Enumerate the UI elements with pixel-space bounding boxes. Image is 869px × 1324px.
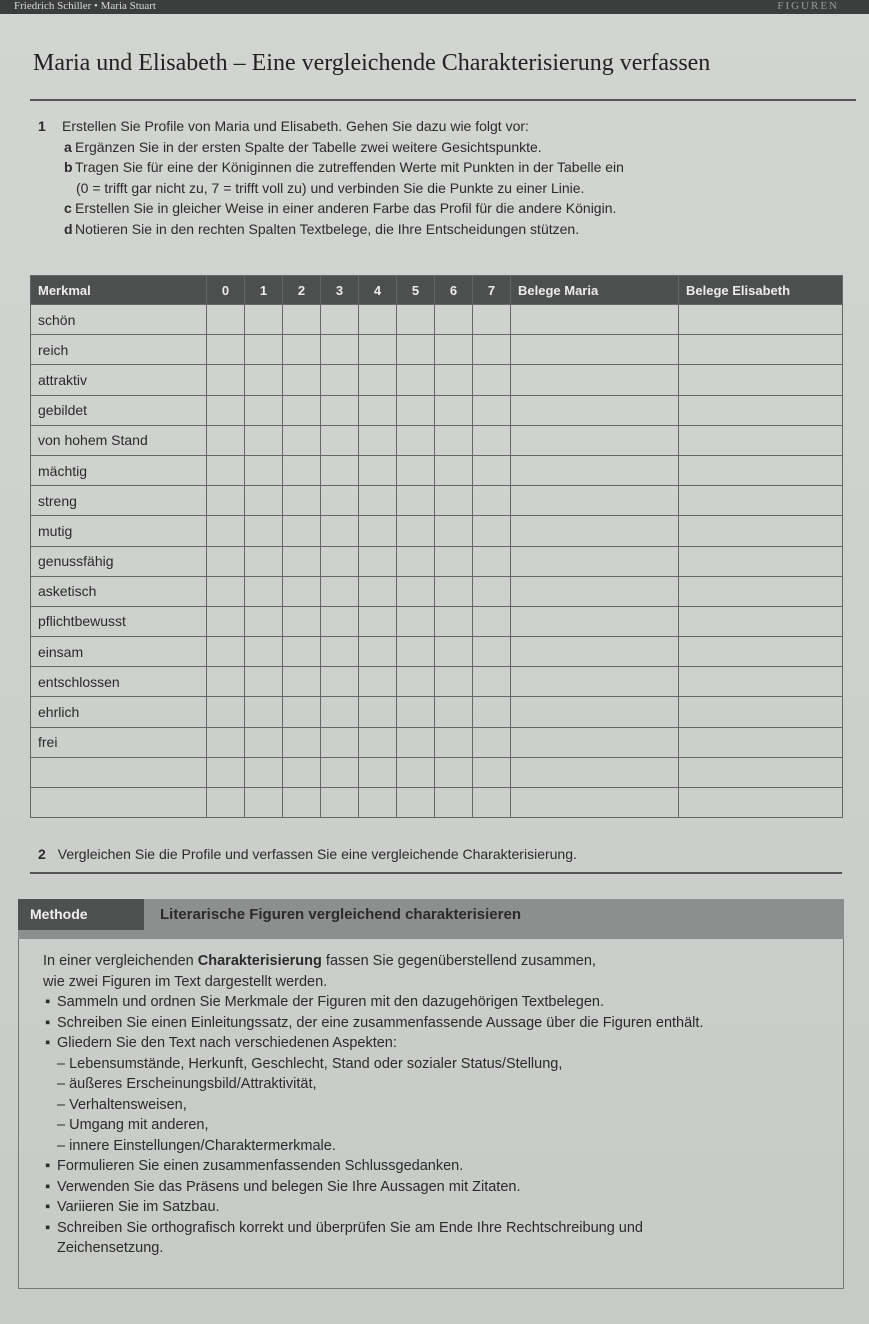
task-number: 1 [38, 118, 46, 134]
method-body [18, 939, 844, 1289]
scale-cell-6[interactable] [435, 757, 473, 787]
scale-cell-2[interactable] [283, 455, 321, 485]
scale-cell-1[interactable] [245, 576, 283, 606]
merkmal-cell [31, 788, 207, 818]
scale-cell-4[interactable] [359, 425, 397, 455]
scale-cell-7[interactable] [473, 637, 511, 667]
belege-maria-cell[interactable] [511, 395, 679, 425]
belege-elisabeth-cell[interactable] [679, 516, 843, 546]
scale-cell-3[interactable] [321, 757, 359, 787]
scale-cell-3[interactable] [321, 395, 359, 425]
scale-cell-7[interactable] [473, 606, 511, 636]
scale-cell-4[interactable] [359, 757, 397, 787]
scale-cell-0[interactable] [207, 455, 245, 485]
scale-cell-5[interactable] [397, 455, 435, 485]
scale-cell-0[interactable] [207, 727, 245, 757]
scale-cell-0[interactable] [207, 335, 245, 365]
profile-table-wrapper [30, 275, 842, 818]
scale-cell-7[interactable] [473, 455, 511, 485]
intro-bold: Charakterisierung [197, 953, 322, 969]
header-scale-7: 7 [473, 276, 511, 305]
scale-cell-2[interactable] [283, 546, 321, 576]
belege-maria-cell[interactable] [511, 576, 679, 606]
item-text: Ergänzen Sie in der ersten Spalte der Tabelle zwei weitere Gesichtspunkte. [75, 138, 542, 155]
belege-maria-cell[interactable] [511, 546, 679, 576]
task-number: 2 [38, 846, 46, 862]
list-item-text: Gliedern Sie den Text nach verschiedenen Aspekten: [57, 1035, 397, 1051]
scale-cell-3[interactable] [321, 335, 359, 365]
header-scale-2: 2 [283, 276, 321, 305]
list-item-text: Variieren Sie im Satzbau. [57, 1199, 220, 1215]
scale-cell-5[interactable] [397, 697, 435, 727]
table-row [31, 455, 843, 485]
scale-cell-4[interactable] [359, 576, 397, 606]
belege-maria-cell[interactable] [511, 788, 679, 818]
scale-cell-6[interactable] [435, 305, 473, 335]
header-scale-0: 0 [207, 276, 245, 305]
scale-cell-0[interactable] [207, 697, 245, 727]
table-row [31, 576, 843, 606]
scale-cell-6[interactable] [435, 637, 473, 667]
scale-cell-5[interactable] [397, 365, 435, 395]
scale-cell-4[interactable] [359, 486, 397, 516]
list-item [43, 1033, 843, 1054]
scale-cell-5[interactable] [397, 486, 435, 516]
scale-cell-6[interactable] [435, 365, 473, 395]
scale-cell-2[interactable] [283, 757, 321, 787]
table-row [31, 727, 843, 757]
scale-cell-4[interactable] [359, 697, 397, 727]
belege-maria-cell[interactable] [511, 455, 679, 485]
table-row [31, 697, 843, 727]
bullet-icon: ▪ [45, 1199, 51, 1215]
scale-cell-2[interactable] [283, 667, 321, 697]
belege-elisabeth-cell[interactable] [679, 546, 843, 576]
table-row [31, 637, 843, 667]
scale-cell-3[interactable] [321, 425, 359, 455]
scale-cell-6[interactable] [435, 455, 473, 485]
belege-maria-cell[interactable] [511, 606, 679, 636]
scale-cell-2[interactable] [283, 697, 321, 727]
task-2-divider [30, 872, 842, 874]
scale-cell-4[interactable] [359, 395, 397, 425]
belege-elisabeth-cell[interactable] [679, 425, 843, 455]
task-1-intro [38, 116, 848, 137]
method-intro-line2: wie zwei Figuren im Text dargestellt werden. [43, 973, 328, 990]
belege-maria-cell[interactable] [511, 667, 679, 697]
method-box [18, 899, 844, 1289]
scale-cell-3[interactable] [321, 788, 359, 818]
list-item [43, 1156, 843, 1177]
table-row [31, 757, 843, 787]
merkmal-cell: ehrlich [31, 697, 207, 727]
header-belege-elisabeth: Belege Elisabeth [679, 276, 843, 305]
scale-cell-1[interactable] [245, 455, 283, 485]
scale-cell-5[interactable] [397, 727, 435, 757]
header-scale-5: 5 [397, 276, 435, 305]
scale-cell-7[interactable] [473, 727, 511, 757]
belege-elisabeth-cell[interactable] [679, 757, 843, 787]
merkmal-cell: einsam [31, 637, 207, 667]
scale-cell-0[interactable] [207, 757, 245, 787]
header-scale-3: 3 [321, 276, 359, 305]
belege-elisabeth-cell[interactable] [679, 395, 843, 425]
scale-cell-1[interactable] [245, 697, 283, 727]
bullet-icon: ▪ [45, 1035, 51, 1051]
task-1-item-c [38, 198, 848, 219]
scale-cell-5[interactable] [397, 305, 435, 335]
table-header-row [31, 276, 843, 305]
list-item [43, 992, 843, 1013]
belege-elisabeth-cell[interactable] [679, 606, 843, 636]
scale-cell-1[interactable] [245, 606, 283, 636]
scale-cell-3[interactable] [321, 365, 359, 395]
scale-cell-7[interactable] [473, 335, 511, 365]
scale-cell-4[interactable] [359, 606, 397, 636]
scale-cell-3[interactable] [321, 576, 359, 606]
scale-cell-2[interactable] [283, 305, 321, 335]
scale-cell-0[interactable] [207, 606, 245, 636]
item-letter: c [64, 200, 72, 216]
task-1 [38, 116, 848, 239]
table-row [31, 667, 843, 697]
header-belege-maria: Belege Maria [511, 276, 679, 305]
belege-maria-cell[interactable] [511, 637, 679, 667]
belege-maria-cell[interactable] [511, 305, 679, 335]
scale-cell-4[interactable] [359, 305, 397, 335]
list-item-text: Verwenden Sie das Präsens und belegen Sie Ihre Aussagen mit Zitaten. [57, 1178, 521, 1195]
merkmal-cell: pflichtbewusst [31, 606, 207, 636]
belege-maria-cell[interactable] [511, 727, 679, 757]
scale-cell-2[interactable] [283, 637, 321, 667]
scale-cell-0[interactable] [207, 788, 245, 818]
scale-cell-5[interactable] [397, 576, 435, 606]
list-item [43, 1013, 843, 1034]
scale-cell-2[interactable] [283, 576, 321, 606]
merkmal-cell: frei [31, 727, 207, 757]
merkmal-cell: asketisch [31, 576, 207, 606]
list-item-text: Schreiben Sie orthografisch korrekt und überprüfen Sie am Ende Ihre Rechtschreibung und [57, 1219, 643, 1236]
scale-cell-6[interactable] [435, 395, 473, 425]
belege-elisabeth-cell[interactable] [679, 455, 843, 485]
scale-cell-7[interactable] [473, 546, 511, 576]
table-body [31, 305, 843, 818]
scale-cell-6[interactable] [435, 727, 473, 757]
profile-table [30, 275, 843, 818]
scale-cell-2[interactable] [283, 425, 321, 455]
running-head-right: FIGUREN [777, 0, 839, 12]
method-intro [43, 951, 843, 972]
table-row [31, 365, 843, 395]
scale-cell-7[interactable] [473, 365, 511, 395]
aspect-item: – Verhaltensweisen, [57, 1096, 187, 1113]
intro-text: In einer vergleichenden [43, 953, 194, 969]
table-row [31, 335, 843, 365]
scale-cell-7[interactable] [473, 576, 511, 606]
scale-cell-1[interactable] [245, 335, 283, 365]
scale-cell-1[interactable] [245, 667, 283, 697]
scale-cell-3[interactable] [321, 727, 359, 757]
scale-cell-4[interactable] [359, 516, 397, 546]
scale-cell-2[interactable] [283, 365, 321, 395]
bullet-icon: ▪ [45, 1178, 51, 1195]
scale-cell-3[interactable] [321, 637, 359, 667]
scale-cell-0[interactable] [207, 576, 245, 606]
scale-cell-7[interactable] [473, 757, 511, 787]
scale-cell-0[interactable] [207, 546, 245, 576]
scale-cell-3[interactable] [321, 486, 359, 516]
belege-elisabeth-cell[interactable] [679, 667, 843, 697]
merkmal-cell: schön [31, 305, 207, 335]
scale-cell-7[interactable] [473, 697, 511, 727]
list-item [43, 1177, 843, 1198]
aspect-item: – Lebensumstände, Herkunft, Geschlecht, Stand oder sozialer Status/Stellung, [57, 1055, 563, 1072]
task-1-item-a [38, 137, 848, 158]
belege-elisabeth-cell[interactable] [679, 365, 843, 395]
table-row [31, 546, 843, 576]
item-letter: b [64, 159, 73, 175]
scale-cell-7[interactable] [473, 305, 511, 335]
scale-cell-5[interactable] [397, 395, 435, 425]
scale-cell-2[interactable] [283, 395, 321, 425]
scale-cell-7[interactable] [473, 788, 511, 818]
scale-cell-0[interactable] [207, 667, 245, 697]
table-row [31, 305, 843, 335]
scale-cell-3[interactable] [321, 546, 359, 576]
scale-cell-6[interactable] [435, 788, 473, 818]
scale-cell-4[interactable] [359, 667, 397, 697]
running-head [0, 0, 869, 14]
scale-cell-6[interactable] [435, 576, 473, 606]
aspect-item: – äußeres Erscheinungsbild/Attraktivität, [57, 1076, 317, 1092]
scale-cell-0[interactable] [207, 486, 245, 516]
scale-cell-6[interactable] [435, 335, 473, 365]
scale-cell-3[interactable] [321, 455, 359, 485]
table-row [31, 516, 843, 546]
scale-cell-2[interactable] [283, 788, 321, 818]
method-list [43, 992, 843, 1259]
table-row [31, 606, 843, 636]
scale-cell-1[interactable] [245, 637, 283, 667]
list-item-text: Sammeln und ordnen Sie Merkmale der Figuren mit den dazugehörigen Textbelegen. [57, 994, 605, 1010]
method-header [18, 899, 844, 939]
scale-cell-2[interactable] [283, 335, 321, 365]
table-row [31, 486, 843, 516]
aspect-item: – Umgang mit anderen, [57, 1117, 209, 1133]
scale-cell-6[interactable] [435, 546, 473, 576]
scale-cell-1[interactable] [245, 365, 283, 395]
belege-elisabeth-cell[interactable] [679, 788, 843, 818]
list-item-text: Schreiben Sie einen Einleitungssatz, der eine zusammenfassende Aussage über die Figuren enthält. [57, 1014, 704, 1031]
belege-maria-cell[interactable] [511, 335, 679, 365]
header-scale-1: 1 [245, 276, 283, 305]
scale-cell-4[interactable] [359, 788, 397, 818]
merkmal-cell: gebildet [31, 395, 207, 425]
scale-cell-5[interactable] [397, 788, 435, 818]
task-2-text: Vergleichen Sie die Profile und verfassen Sie eine vergleichende Charakterisierung. [57, 846, 577, 862]
header-merkmal: Merkmal [31, 276, 207, 305]
scale-cell-1[interactable] [245, 788, 283, 818]
scale-cell-4[interactable] [359, 727, 397, 757]
scale-cell-3[interactable] [321, 305, 359, 335]
scale-cell-4[interactable] [359, 365, 397, 395]
belege-elisabeth-cell[interactable] [679, 305, 843, 335]
scale-cell-5[interactable] [397, 425, 435, 455]
item-text: Erstellen Sie in gleicher Weise in einer anderen Farbe das Profil für die andere Königin. [75, 200, 617, 216]
scale-cell-6[interactable] [435, 486, 473, 516]
scale-cell-6[interactable] [435, 697, 473, 727]
scale-cell-1[interactable] [245, 516, 283, 546]
scale-cell-5[interactable] [397, 335, 435, 365]
scale-cell-7[interactable] [473, 667, 511, 697]
intro-text: fassen Sie gegenüberstellend zusammen, [325, 953, 596, 969]
task-1-item-d [38, 219, 848, 240]
scale-cell-2[interactable] [283, 516, 321, 546]
scale-cell-4[interactable] [359, 546, 397, 576]
scale-cell-6[interactable] [435, 667, 473, 697]
scale-cell-5[interactable] [397, 606, 435, 636]
merkmal-cell: streng [31, 486, 207, 516]
belege-maria-cell[interactable] [511, 757, 679, 787]
method-tag: Methode [18, 899, 144, 930]
bullet-icon: ▪ [45, 1158, 51, 1174]
scale-cell-3[interactable] [321, 516, 359, 546]
aspect-item: – innere Einstellungen/Charaktermerkmale. [57, 1137, 336, 1154]
header-scale-6: 6 [435, 276, 473, 305]
belege-maria-cell[interactable] [511, 365, 679, 395]
scale-cell-7[interactable] [473, 516, 511, 546]
bullet-icon: ▪ [45, 994, 51, 1010]
scale-cell-3[interactable] [321, 697, 359, 727]
page-title: Maria und Elisabeth – Eine vergleichende Charakterisierung verfassen [33, 50, 711, 76]
item-letter: d [64, 220, 73, 237]
bullet-icon: ▪ [45, 1014, 51, 1031]
merkmal-cell: genussfähig [31, 546, 207, 576]
table-row [31, 788, 843, 818]
merkmal-cell: mutig [31, 516, 207, 546]
belege-maria-cell[interactable] [511, 697, 679, 727]
bullet-icon: ▪ [45, 1219, 51, 1236]
list-item [43, 1218, 843, 1259]
scale-cell-0[interactable] [207, 395, 245, 425]
belege-elisabeth-cell[interactable] [679, 335, 843, 365]
merkmal-cell: reich [31, 335, 207, 365]
scale-cell-3[interactable] [321, 667, 359, 697]
merkmal-cell: attraktiv [31, 365, 207, 395]
list-item [43, 1197, 843, 1218]
scale-cell-5[interactable] [397, 757, 435, 787]
scale-cell-1[interactable] [245, 395, 283, 425]
scale-cell-2[interactable] [283, 606, 321, 636]
scale-cell-3[interactable] [321, 606, 359, 636]
scale-cell-2[interactable] [283, 486, 321, 516]
scale-cell-5[interactable] [397, 667, 435, 697]
scale-cell-1[interactable] [245, 425, 283, 455]
scale-cell-1[interactable] [245, 727, 283, 757]
scale-cell-4[interactable] [359, 335, 397, 365]
scale-cell-0[interactable] [207, 365, 245, 395]
merkmal-cell [31, 757, 207, 787]
scale-cell-0[interactable] [207, 637, 245, 667]
merkmal-cell: von hohem Stand [31, 425, 207, 455]
scale-cell-6[interactable] [435, 606, 473, 636]
task-1-intro-text: Erstellen Sie Profile von Maria und Elisabeth. Gehen Sie dazu wie folgt vor: [62, 118, 529, 134]
scale-cell-1[interactable] [245, 305, 283, 335]
belege-maria-cell[interactable] [511, 516, 679, 546]
item-text: Tragen Sie für eine der Königinnen die zutreffenden Werte mit Punkten in der Tabelle ein [75, 159, 624, 175]
scale-cell-1[interactable] [245, 546, 283, 576]
belege-maria-cell[interactable] [511, 486, 679, 516]
scale-cell-7[interactable] [473, 395, 511, 425]
item-text-continued: (0 = trifft gar nicht zu, 7 = trifft voll zu) und verbinden Sie die Punkte zu einer Linie. [76, 179, 585, 196]
running-head-left: Friedrich Schiller • Maria Stuart [14, 0, 156, 12]
belege-elisabeth-cell[interactable] [679, 697, 843, 727]
scale-cell-7[interactable] [473, 486, 511, 516]
list-item-text-continued: Zeichensetzung. [57, 1240, 164, 1256]
title-divider [30, 99, 856, 101]
scale-cell-1[interactable] [245, 486, 283, 516]
belege-elisabeth-cell[interactable] [679, 637, 843, 667]
task-2 [38, 846, 577, 862]
scale-cell-4[interactable] [359, 637, 397, 667]
scale-cell-1[interactable] [245, 757, 283, 787]
belege-maria-cell[interactable] [511, 425, 679, 455]
scale-cell-0[interactable] [207, 516, 245, 546]
scale-cell-6[interactable] [435, 425, 473, 455]
scale-cell-5[interactable] [397, 516, 435, 546]
scale-cell-2[interactable] [283, 727, 321, 757]
scale-cell-0[interactable] [207, 305, 245, 335]
scale-cell-5[interactable] [397, 637, 435, 667]
item-letter: a [64, 138, 72, 155]
header-scale-4: 4 [359, 276, 397, 305]
scale-cell-0[interactable] [207, 425, 245, 455]
belege-elisabeth-cell[interactable] [679, 727, 843, 757]
scale-cell-5[interactable] [397, 546, 435, 576]
merkmal-cell: mächtig [31, 455, 207, 485]
table-row [31, 425, 843, 455]
task-1-item-b [38, 157, 848, 198]
table-row [31, 395, 843, 425]
belege-elisabeth-cell[interactable] [679, 486, 843, 516]
item-text: Notieren Sie in den rechten Spalten Textbelege, die Ihre Entscheidungen stützen. [75, 220, 580, 237]
scale-cell-6[interactable] [435, 516, 473, 546]
scale-cell-7[interactable] [473, 425, 511, 455]
method-title: Literarische Figuren vergleichend charakterisieren [160, 906, 521, 923]
belege-elisabeth-cell[interactable] [679, 576, 843, 606]
scale-cell-4[interactable] [359, 455, 397, 485]
list-item-text: Formulieren Sie einen zusammenfassenden Schlussgedanken. [57, 1158, 464, 1174]
merkmal-cell: entschlossen [31, 667, 207, 697]
